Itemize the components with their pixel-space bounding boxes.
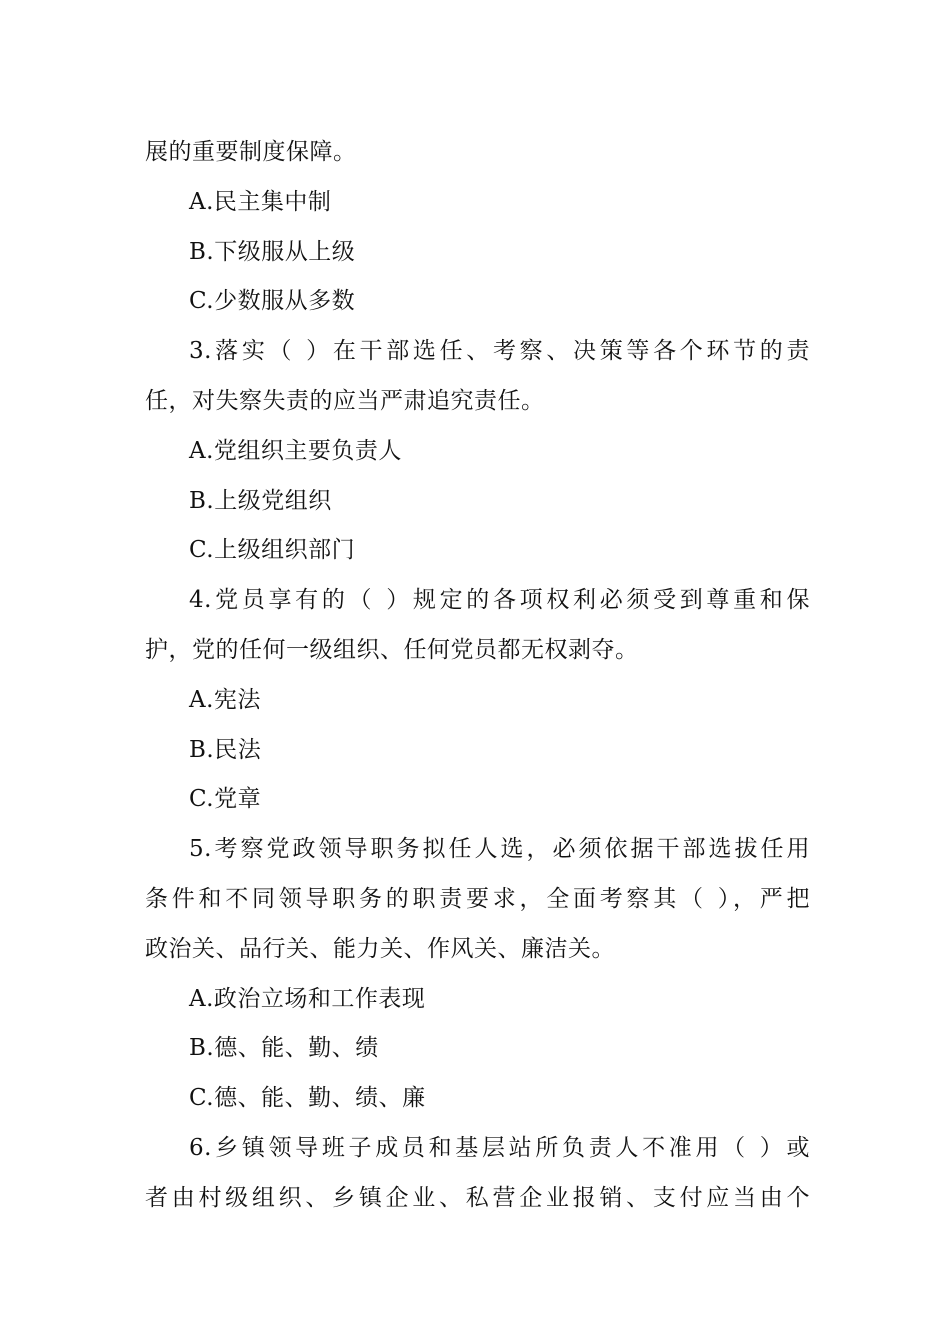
text-line: B.下级服从上级 — [189, 238, 356, 265]
text-line: B.德、能、勤、绩 — [189, 1035, 379, 1062]
text-line: 展的重要制度保障。 — [145, 139, 357, 165]
text-line: 任，对失察失责的应当严肃追究责任。 — [145, 387, 545, 414]
text-line: 护，党的任何一级组织、任何党员都无权剥夺。 — [145, 636, 639, 663]
text-line: 3.落实（ ）在干部选任、考察、决策等各个环节的责 — [189, 338, 810, 365]
text-line: A.党组织主要负责人 — [189, 437, 402, 464]
text-line: 者由村级组织、乡镇企业、私营企业报销、支付应当由个 — [145, 1184, 810, 1211]
text-line: B.民法 — [189, 736, 262, 763]
text-line: 政治关、品行关、能力关、作风关、廉洁关。 — [145, 935, 615, 962]
text-line: 5.考察党政领导职务拟任人选，必须依据干部选拔任用 — [189, 836, 810, 863]
text-line: C.德、能、勤、绩、廉 — [189, 1085, 426, 1112]
text-line: 条件和不同领导职务的职责要求，全面考察其（ ），严把 — [145, 885, 810, 912]
text-line: 6.乡镇领导班子成员和基层站所负责人不准用（ ）或 — [189, 1134, 810, 1161]
text-line: B.上级党组织 — [189, 487, 332, 514]
text-line: 4.党员享有的（ ）规定的各项权利必须受到尊重和保 — [189, 587, 810, 614]
text-line: A.民主集中制 — [189, 188, 332, 215]
text-line: A.政治立场和工作表现 — [189, 985, 426, 1012]
document-body — [145, 128, 810, 1224]
text-line: C.上级组织部门 — [189, 537, 356, 564]
text-line: C.党章 — [189, 786, 262, 813]
text-line: C.少数服从多数 — [189, 288, 356, 315]
text-line: A.宪法 — [189, 686, 261, 713]
